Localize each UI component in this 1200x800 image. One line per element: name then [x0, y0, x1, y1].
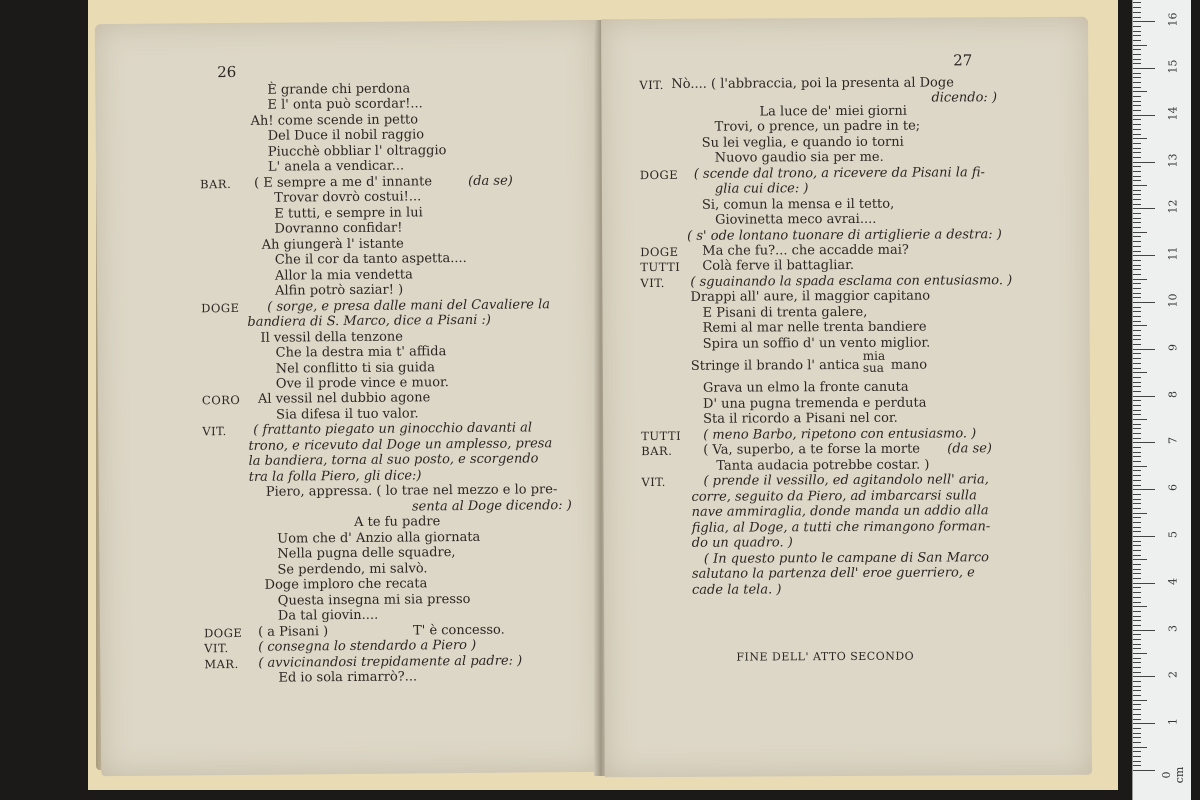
- text-line: Grava un elmo la fronte canuta: [702, 379, 909, 396]
- text-line: Nuovo gaudio sia per me.: [714, 149, 884, 166]
- ruler-tick: [1133, 414, 1141, 415]
- ruler-tick: [1133, 503, 1141, 504]
- ruler-tick: [1133, 396, 1155, 397]
- left-page: [95, 20, 604, 776]
- ruler-tick: [1133, 419, 1147, 420]
- ruler-tick: [1133, 672, 1141, 673]
- speaker-label: MAR.: [204, 656, 239, 672]
- ruler-tick: [1133, 265, 1141, 266]
- ruler-tick: [1133, 339, 1141, 340]
- ruler-tick: [1133, 466, 1147, 467]
- ruler-tick: [1133, 335, 1141, 336]
- ruler-tick: [1133, 480, 1141, 481]
- ruler-tick: [1133, 625, 1141, 626]
- ruler-tick: [1133, 704, 1141, 705]
- ruler-tick: [1133, 559, 1147, 560]
- ruler-label: 4: [1166, 577, 1180, 585]
- ruler-tick: [1133, 199, 1141, 200]
- text-line: Questa insegna mi sia presso: [277, 591, 471, 609]
- ruler-tick: [1133, 110, 1141, 111]
- ruler-tick: [1133, 573, 1141, 574]
- text-line: Alfin potrò saziar! ): [274, 282, 404, 299]
- ruler-tick: [1133, 218, 1141, 219]
- ruler-tick: [1133, 40, 1141, 41]
- ruler-tick: [1133, 522, 1141, 523]
- text-line: Stringe il brando l' antica: [690, 357, 860, 374]
- ruler-tick: [1133, 442, 1155, 443]
- text-line: Ma che fu?... che accadde mai?: [702, 242, 909, 259]
- ruler-tick: [1133, 765, 1141, 766]
- ruler-tick: [1133, 410, 1141, 411]
- text-line: salutano la partenza dell' eroe guerriero, e: [691, 565, 975, 582]
- ruler-tick: [1133, 49, 1141, 50]
- text-line: Piero, appressa. ( lo trae nel mezzo e lo pre-: [265, 482, 558, 500]
- ruler-tick: [1133, 424, 1141, 425]
- ruler-label: 11: [1166, 246, 1180, 261]
- speaker-label: VIT.: [641, 474, 666, 490]
- ruler-tick: [1133, 363, 1141, 364]
- ruler-tick: [1133, 87, 1141, 88]
- ruler-tick: [1133, 260, 1141, 261]
- ruler-tick: [1133, 222, 1141, 223]
- ruler-tick: [1133, 138, 1147, 139]
- text-line: Del Duce il nobil raggio: [267, 127, 425, 144]
- text-line: ( sguainando la spada esclama con entusiasmo. ): [690, 273, 1013, 290]
- ruler-tick: [1133, 541, 1141, 542]
- ruler-tick: [1133, 644, 1141, 645]
- ruler-tick: [1133, 733, 1141, 734]
- speaker-label: CORO: [201, 392, 241, 408]
- ruler-tick: [1133, 91, 1147, 92]
- ruler-tick: [1133, 456, 1141, 457]
- text-line: Ed io sola rimarrò?...: [278, 669, 418, 686]
- speaker-label: VIT.: [202, 424, 227, 439]
- ruler-tick: [1133, 639, 1141, 640]
- page-number-right: 27: [953, 51, 973, 70]
- speaker-label: TUTTI: [640, 259, 681, 275]
- ruler-tick: [1133, 517, 1141, 518]
- ruler-tick: [1133, 475, 1141, 476]
- ruler-tick: [1133, 171, 1141, 172]
- ruler-tick: [1133, 723, 1155, 724]
- ruler-tick: [1133, 583, 1155, 584]
- text-line: ( scende dal trono, a ricevere da Pisani la fi-: [693, 165, 985, 182]
- speaker-label: DOGE: [640, 244, 679, 260]
- text-line: Allor la mia vendetta: [274, 267, 413, 284]
- text-line: glia cui dice: ): [714, 181, 809, 197]
- text-line: ( consegna lo stendardo a Piero ): [258, 637, 477, 655]
- ruler-tick: [1133, 134, 1141, 135]
- ruler-tick: [1133, 115, 1155, 116]
- ruler-tick: [1133, 208, 1155, 209]
- text-line: Il vessil della tenzone: [260, 329, 404, 346]
- ruler-tick: [1133, 73, 1141, 74]
- ruler-tick: [1133, 377, 1141, 378]
- ruler-tick: [1133, 578, 1141, 579]
- ruler-tick: [1133, 302, 1155, 303]
- ruler-tick: [1133, 297, 1141, 298]
- ruler-tick: [1133, 251, 1141, 252]
- ruler-tick: [1133, 770, 1155, 771]
- ruler-tick: [1133, 382, 1141, 383]
- text-line: La luce de' miei giorni: [759, 103, 907, 120]
- text-line: ( a Pisani ): [257, 624, 329, 640]
- ruler-tick: [1133, 489, 1155, 490]
- ruler-tick: [1133, 241, 1141, 242]
- ruler-tick: [1133, 630, 1155, 631]
- text-line: Doge imploro che recata: [264, 576, 428, 593]
- measuring-ruler: [1132, 0, 1191, 800]
- text-line: Ah! come scende in petto: [250, 112, 419, 129]
- variant-word: mia: [862, 348, 886, 363]
- text-line: Trovar dovrò costui!...: [274, 189, 422, 206]
- ruler-tick: [1133, 344, 1141, 345]
- text-line: trono, e ricevuto dal Doge un amplesso, presa: [248, 436, 553, 454]
- text-line: ( Va, superbo, a te forse la morte: [703, 441, 921, 458]
- speaker-label: DOGE: [203, 625, 243, 641]
- ruler-tick: [1133, 536, 1155, 537]
- ruler-tick: [1133, 105, 1141, 106]
- text-line: Che il cor da tanto aspetta....: [274, 250, 467, 268]
- text-line: bandiera di S. Marco, dice a Pisani :): [247, 312, 491, 330]
- ruler-tick: [1133, 606, 1147, 607]
- ruler-tick: [1133, 166, 1141, 167]
- ruler-tick: [1133, 667, 1141, 668]
- text-line: nave ammiraglia, donde manda un addio alla: [691, 503, 989, 520]
- ruler-tick: [1133, 279, 1147, 280]
- ruler-tick: [1133, 737, 1141, 738]
- ruler-tick: [1133, 21, 1155, 22]
- act-end-caption: FINE DELL' ATTO SECONDO: [736, 649, 915, 664]
- ruler-tick: [1133, 325, 1147, 326]
- ruler-tick: [1133, 194, 1141, 195]
- ruler-tick: [1133, 676, 1155, 677]
- reply-text: T' è concesso.: [412, 622, 505, 639]
- ruler-tick: [1133, 391, 1141, 392]
- ruler-tick: [1133, 236, 1141, 237]
- text-line: Uom che d' Anzio alla giornata: [277, 529, 481, 547]
- ruler-label: 10: [1166, 293, 1180, 308]
- ruler-tick: [1133, 527, 1141, 528]
- text-line: ( E sempre a me d' innante: [254, 174, 433, 191]
- ruler-label: 0 cm: [1160, 766, 1186, 784]
- ruler-tick: [1133, 447, 1141, 448]
- ruler-label: 12: [1166, 199, 1180, 214]
- ruler-tick: [1133, 293, 1141, 294]
- text-line: È grande chi perdona: [267, 81, 411, 98]
- text-line: Nò.... ( l'abbraccia, poi la presenta al Doge: [671, 75, 954, 92]
- ruler-tick: [1133, 82, 1141, 83]
- ruler-tick: [1133, 7, 1141, 8]
- ruler-tick: [1133, 101, 1141, 102]
- ruler-tick: [1133, 564, 1141, 565]
- text-line: Drappi all' aure, il maggior capitano: [690, 288, 931, 305]
- ruler-tick: [1133, 686, 1141, 687]
- ruler-tick: [1133, 597, 1141, 598]
- aside-note: (da se): [947, 441, 993, 457]
- ruler-tick: [1133, 461, 1141, 462]
- ruler-tick: [1133, 185, 1147, 186]
- aside-note: (da se): [468, 173, 513, 189]
- ruler-tick: [1133, 190, 1141, 191]
- ruler-tick: [1133, 508, 1141, 509]
- ruler-tick: [1133, 709, 1141, 710]
- text-line: E tutti, e sempre in lui: [274, 205, 423, 222]
- text-line: Tanta audacia potrebbe costar. ): [716, 457, 930, 474]
- text-line: Nella pugna delle squadre,: [277, 545, 456, 562]
- ruler-tick: [1133, 690, 1141, 691]
- ruler-tick: [1133, 400, 1141, 401]
- text-line: senta al Doge dicendo: ): [411, 498, 572, 515]
- ruler-label: 3: [1166, 624, 1180, 632]
- text-line: Ah giungerà l' istante: [261, 236, 404, 253]
- variant-word: sua: [862, 360, 884, 375]
- text-line: D' una pugna tremenda e perduta: [702, 395, 927, 412]
- ruler-tick: [1133, 569, 1141, 570]
- ruler-tick: [1133, 531, 1141, 532]
- ruler-tick: [1133, 700, 1147, 701]
- ruler-tick: [1133, 499, 1141, 500]
- ruler-tick: [1133, 180, 1141, 181]
- text-line: Colà ferve il battagliar.: [702, 257, 855, 274]
- ruler-tick: [1133, 405, 1141, 406]
- ruler-label: 7: [1166, 437, 1180, 445]
- text-line: Sia difesa il tuo valor.: [276, 406, 419, 423]
- text-line: Si, comun la mensa e il tetto,: [701, 196, 895, 213]
- ruler-tick: [1133, 143, 1141, 144]
- ruler-tick: [1133, 59, 1141, 60]
- ruler-tick: [1133, 751, 1141, 752]
- variant-words: [863, 350, 886, 374]
- ruler-tick: [1133, 307, 1141, 308]
- ruler-tick: [1133, 756, 1141, 757]
- ruler-tick: [1133, 587, 1141, 588]
- ruler-tick: [1133, 288, 1141, 289]
- speaker-label: DOGE: [639, 167, 679, 183]
- ruler-label: 8: [1166, 390, 1180, 398]
- ruler-tick: [1133, 592, 1141, 593]
- ruler-tick: [1133, 620, 1141, 621]
- ruler-tick: [1133, 719, 1141, 720]
- text-line: L' anela a vendicar...: [267, 158, 405, 175]
- text-line: E l' onta può scordar!...: [267, 96, 423, 113]
- text-line: Che la destra mia t' affida: [275, 344, 447, 361]
- ruler-tick: [1133, 129, 1141, 130]
- ruler-tick: [1133, 321, 1141, 322]
- ruler-tick: [1133, 269, 1141, 270]
- ruler-tick: [1133, 372, 1147, 373]
- ruler-tick: [1133, 368, 1141, 369]
- speaker-label: VIT.: [204, 641, 229, 656]
- ruler-tick: [1133, 311, 1141, 312]
- ruler-tick: [1133, 17, 1141, 18]
- text-line: A te fu padre: [354, 514, 441, 530]
- text-line: do un quadro. ): [691, 535, 793, 551]
- ruler-tick: [1133, 695, 1141, 696]
- ruler-tick: [1133, 728, 1141, 729]
- text-line: Su lei veglia, e quando io torni: [701, 134, 904, 151]
- ruler-tick: [1133, 283, 1141, 284]
- ruler-tick: [1133, 162, 1155, 163]
- ruler-tick: [1133, 349, 1155, 350]
- ruler-tick: [1133, 681, 1141, 682]
- ruler-tick: [1133, 246, 1141, 247]
- text-line: Giovinetta meco avrai....: [715, 211, 877, 228]
- ruler-tick: [1133, 634, 1141, 635]
- ruler-tick: [1133, 31, 1141, 32]
- text-line: figlia, al Doge, a tutti che rimangono forman-: [691, 519, 991, 536]
- ruler-tick: [1133, 176, 1141, 177]
- text-line: corre, seguito da Piero, ad imbarcarsi sulla: [691, 488, 977, 505]
- speaker-label: BAR.: [200, 177, 232, 192]
- ruler-tick: [1133, 232, 1147, 233]
- text-line: Dovranno confidar!: [274, 220, 403, 237]
- text-line-end: mano: [890, 357, 928, 373]
- ruler-label: 9: [1166, 343, 1180, 351]
- ruler-tick: [1133, 54, 1141, 55]
- ruler-tick: [1133, 204, 1141, 205]
- ruler-tick: [1133, 12, 1141, 13]
- text-line: Trovi, o prence, un padre in te;: [714, 118, 921, 135]
- text-line: Ove il prode vince e muor.: [275, 375, 449, 392]
- ruler-tick: [1133, 148, 1141, 149]
- ruler-label: 1: [1166, 718, 1180, 726]
- ruler-tick: [1133, 152, 1141, 153]
- text-line: Nel conflitto ti sia guida: [275, 360, 436, 377]
- ruler-label: 2: [1166, 671, 1180, 679]
- ruler-tick: [1133, 45, 1147, 46]
- text-line: Da tal giovin....: [277, 607, 379, 624]
- ruler-tick: [1133, 433, 1141, 434]
- ruler-tick: [1133, 648, 1141, 649]
- ruler-tick: [1133, 119, 1141, 120]
- text-line: tra la folla Piero, gli dice:): [248, 468, 422, 485]
- ruler-tick: [1133, 35, 1141, 36]
- ruler-tick: [1133, 63, 1141, 64]
- ruler-label: 14: [1166, 106, 1180, 121]
- text-line: ( meno Barbo, ripetono con entusiasmo. ): [703, 426, 977, 443]
- ruler-tick: [1133, 438, 1141, 439]
- ruler-tick: [1133, 452, 1141, 453]
- ruler-tick: [1133, 124, 1141, 125]
- text-line: cade la tela. ): [691, 582, 782, 598]
- ruler-tick: [1133, 658, 1141, 659]
- speaker-label: TUTTI: [641, 428, 682, 444]
- ruler-tick: [1133, 653, 1147, 654]
- ruler-tick: [1133, 157, 1141, 158]
- ruler-tick: [1133, 611, 1141, 612]
- ruler-tick: [1133, 213, 1141, 214]
- ruler-tick: [1133, 761, 1141, 762]
- text-line: ( sorge, e presa dalle mani del Cavaliere la: [267, 297, 551, 315]
- ruler-tick: [1133, 545, 1141, 546]
- text-line: ( In questo punto le campane di San Marco: [703, 550, 989, 567]
- ruler-tick: [1133, 274, 1141, 275]
- text-line: la bandiera, torna al suo posto, e scorgendo: [248, 451, 539, 469]
- ruler-tick: [1133, 353, 1141, 354]
- ruler-label: 16: [1166, 12, 1180, 27]
- ruler-tick: [1133, 513, 1147, 514]
- text-line: dicendo: ): [931, 90, 998, 106]
- ruler-tick: [1133, 2, 1141, 3]
- ruler-tick: [1133, 485, 1141, 486]
- text-line: Spira un soffio d' un vento miglior.: [702, 335, 931, 352]
- ruler-tick: [1133, 428, 1141, 429]
- text-line: ( prende il vessillo, ed agitandolo nell' aria,: [703, 472, 989, 489]
- speaker-label: VIT.: [640, 275, 665, 291]
- ruler-tick: [1133, 68, 1155, 69]
- ruler-label: 13: [1166, 153, 1180, 168]
- ruler-label: 15: [1166, 59, 1180, 74]
- ruler-tick: [1133, 602, 1141, 603]
- ruler-label: 5: [1166, 531, 1180, 538]
- text-line: Se perdendo, mi salvò.: [277, 561, 428, 578]
- ruler-tick: [1133, 555, 1141, 556]
- text-line: Al vessil nel dubbio agone: [257, 390, 431, 407]
- ruler-tick: [1133, 26, 1141, 27]
- text-line: E Pisani di trenta galere,: [702, 304, 868, 321]
- ruler-tick: [1133, 747, 1147, 748]
- text-line: Remi al mar nelle trenta bandiere: [702, 319, 927, 336]
- ruler-tick: [1133, 742, 1141, 743]
- ruler-tick: [1133, 227, 1141, 228]
- ruler-tick: [1133, 662, 1141, 663]
- ruler-tick: [1133, 358, 1141, 359]
- ruler-tick: [1133, 77, 1141, 78]
- speaker-label: BAR.: [641, 443, 673, 459]
- text-line: ( s' ode lontano tuonare di artiglierie a destra: ): [687, 227, 1002, 244]
- ruler-tick: [1133, 255, 1155, 256]
- ruler-tick: [1133, 96, 1141, 97]
- ruler-tick: [1133, 316, 1141, 317]
- text-line: ( avvicinandosi trepidamente al padre: ): [258, 653, 523, 671]
- ruler-tick: [1133, 470, 1141, 471]
- ruler-tick: [1133, 330, 1141, 331]
- ruler-tick: [1133, 714, 1141, 715]
- ruler-tick: [1133, 386, 1141, 387]
- right-page: [601, 17, 1092, 778]
- page-number-left: 26: [217, 62, 237, 82]
- ruler-tick: [1133, 494, 1141, 495]
- ruler-tick: [1133, 550, 1141, 551]
- text-line: ( frattanto piegato un ginocchio davanti al: [253, 420, 533, 438]
- ruler-tick: [1133, 616, 1141, 617]
- text-line: Sta il ricordo a Pisani nel cor.: [703, 410, 898, 427]
- ruler-label: 6: [1166, 484, 1180, 492]
- speaker-label: VIT.: [639, 77, 664, 93]
- text-line: Piucchè obbliar l' oltraggio: [267, 143, 447, 160]
- speaker-label: DOGE: [201, 300, 240, 316]
